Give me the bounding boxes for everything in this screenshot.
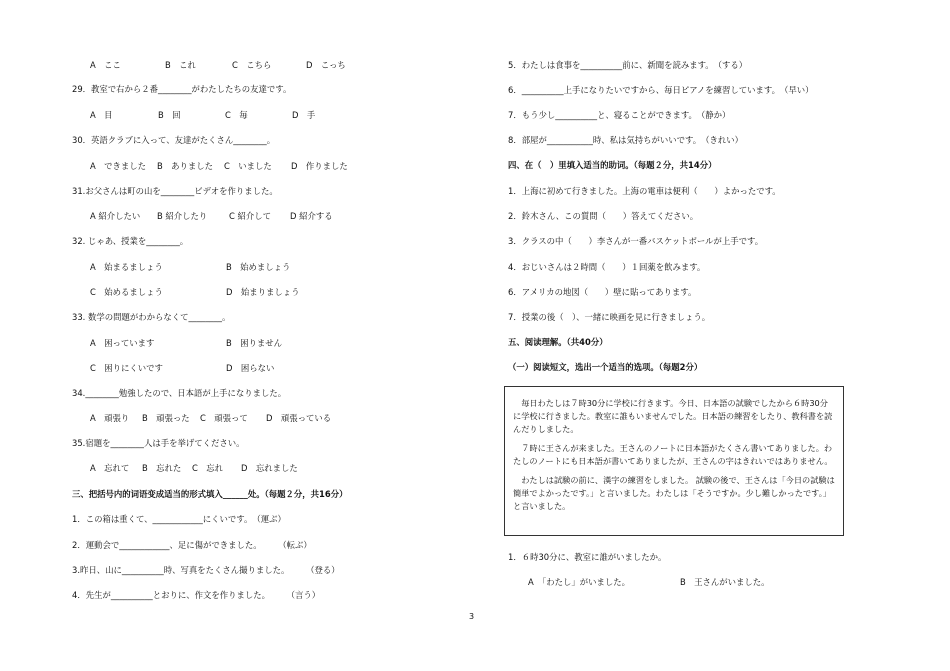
q29-option-b: B 回 bbox=[158, 110, 181, 120]
q31-option-b: B 紹介したり bbox=[157, 211, 208, 221]
rq1-option-b: B 王さんがいました。 bbox=[680, 577, 770, 587]
q32-option-c: C 始めるましょう bbox=[90, 287, 163, 297]
section-3-title: 三、把括号内的词语变成适当的形式填入______处。（每题２分，共16分） bbox=[72, 489, 348, 499]
section-4-title: 四、在（ ）里填入适当的助词。（每题２分，共14分） bbox=[508, 160, 717, 170]
q29-option-c: C 毎 bbox=[225, 110, 248, 120]
question-31: 31.お父さんは町の山を________ビデオを作りました。 bbox=[72, 186, 278, 196]
q33-option-d: D 困らない bbox=[226, 363, 275, 373]
section-3-item-3: 3.昨日、山に__________時、写真をたくさん撮りました。 （登る） bbox=[72, 565, 340, 575]
q30-option-b: B ありました bbox=[157, 161, 213, 171]
q33-option-a: A 困っています bbox=[90, 338, 155, 348]
passage-paragraph-2: ７時に王さんが来ました。王さんのノートに日本語がたくさん書いてありました。わたしのノートにも日本語が書いてありましたが、王さんの字はきれいではありません。 bbox=[513, 443, 833, 466]
section-3-item-2: 2．運動会で____________、足に傷ができました。 （転ぶ） bbox=[72, 540, 312, 550]
section-5-subtitle: （一）阅读短文，选出一个适当的选项。（每题2分） bbox=[508, 362, 703, 372]
q34-option-a: A 頑張り bbox=[90, 413, 130, 423]
section-5-title: 五、阅读理解。（共40分） bbox=[508, 337, 608, 347]
section-3-item-5: 5．わたしは食事を__________前に、新聞を読みます。 （する） bbox=[508, 60, 748, 70]
q29-option-d: D 手 bbox=[292, 110, 316, 120]
section-3-item-1: 1．この箱は重くて、____________にくいです。 （運ぶ） bbox=[72, 514, 286, 524]
q31-option-c: C 紹介して bbox=[229, 211, 272, 221]
q32-option-a: A 始まるましょう bbox=[90, 262, 163, 272]
question-35: 35.宿題を________人は手を挙げてください。 bbox=[72, 438, 245, 448]
section-4-item-3: 3．クラスの中（ ）李さんが一番バスケットボールが上手です。 bbox=[508, 236, 764, 246]
q28-option-c: C こちら bbox=[232, 60, 272, 70]
reading-question-1: 1．６時30分に、教室に誰がいましたか。 bbox=[508, 552, 667, 562]
q29-option-a: A 目 bbox=[90, 110, 113, 120]
section-4-item-6: 6．アメリカの地図（ ）壁に貼ってあります。 bbox=[508, 287, 697, 297]
section-4-item-7: 7．授業の後（ ）、一緒に映画を見に行きましょう。 bbox=[508, 312, 711, 322]
q31-option-d: D 紹介する bbox=[290, 211, 333, 221]
question-30: 30．英語クラブに入って、友達がたくさん________。 bbox=[72, 135, 276, 145]
question-29: 29．教室で右から２番________がわたしたちの友達です。 bbox=[72, 84, 292, 94]
q32-option-b: B 始めましょう bbox=[226, 262, 291, 272]
q33-option-b: B 困りません bbox=[226, 338, 282, 348]
reading-passage-box bbox=[504, 386, 844, 536]
q28-option-d: D こっち bbox=[306, 60, 346, 70]
passage-paragraph-1: 毎日わたしは７時30分に学校に行きます。今日、日本語の試験でしたから６時30分に学校に行きました。教室に誰もいませんでした。日本語の練習をしたり、教科書を読んだりしました。 bbox=[513, 398, 833, 434]
rq1-option-a: A 「わたし」がいました。 bbox=[528, 577, 631, 587]
q34-option-c: C 頑張って bbox=[200, 413, 248, 423]
page-number: 3 bbox=[469, 612, 475, 621]
q33-option-c: C 困りにくいです bbox=[90, 363, 163, 373]
q28-option-a: A ここ bbox=[90, 60, 121, 70]
q30-option-d: D 作りました bbox=[291, 161, 348, 171]
section-4-item-1: 1．上海に初めて行きました。上海の電車は便利（ ）よかったです。 bbox=[508, 186, 781, 196]
q35-option-d: D 忘れました bbox=[241, 463, 298, 473]
section-3-item-7: 7．もう少し__________と、寝ることができます。 （静か） bbox=[508, 110, 731, 120]
section-3-item-4: 4．先生が__________とおりに、作文を作りました。 （言う） bbox=[72, 590, 321, 600]
section-4-item-4: 4．おじいさんは２時間（ ）１回薬を飲みます。 bbox=[508, 262, 706, 272]
question-33: 33. 数学の問題がわからなくて________。 bbox=[72, 312, 231, 322]
q34-option-b: B 頑張った bbox=[142, 413, 190, 423]
passage-paragraph-3: わたしは試験の前に、漢字の練習をしました。 試験の後で、王さんは「今日の試験は簡単でよかったです。」と言いました。わたしは「そうですか。少し難しかったです。」と言いました。 bbox=[513, 475, 835, 511]
question-32: 32. じゃあ、授業を________。 bbox=[72, 236, 189, 246]
q32-option-d: D 始まりましょう bbox=[226, 287, 300, 297]
section-3-item-6: 6．__________上手になりたいですから、毎日ピアノを練習しています。 （早い） bbox=[508, 85, 814, 95]
q35-option-b: B 忘れた bbox=[142, 463, 182, 473]
q35-option-c: C 忘れ bbox=[192, 463, 223, 473]
q35-option-a: A 忘れて bbox=[90, 463, 130, 473]
section-3-item-8: 8．部屋が___________時、私は気持ちがいいです。 （きれい） bbox=[508, 135, 743, 145]
q30-option-c: C いました bbox=[224, 161, 272, 171]
q34-option-d: D 頑張っている bbox=[266, 413, 332, 423]
q30-option-a: A できました bbox=[90, 161, 146, 171]
q31-option-a: A 紹介したい bbox=[90, 211, 141, 221]
section-4-item-2: 2．鈴木さん、この質問（ ）答えてください。 bbox=[508, 211, 699, 221]
question-34: 34.________勉強したので、日本語が上手になりました。 bbox=[72, 388, 287, 398]
q28-option-b: B これ bbox=[165, 60, 196, 70]
